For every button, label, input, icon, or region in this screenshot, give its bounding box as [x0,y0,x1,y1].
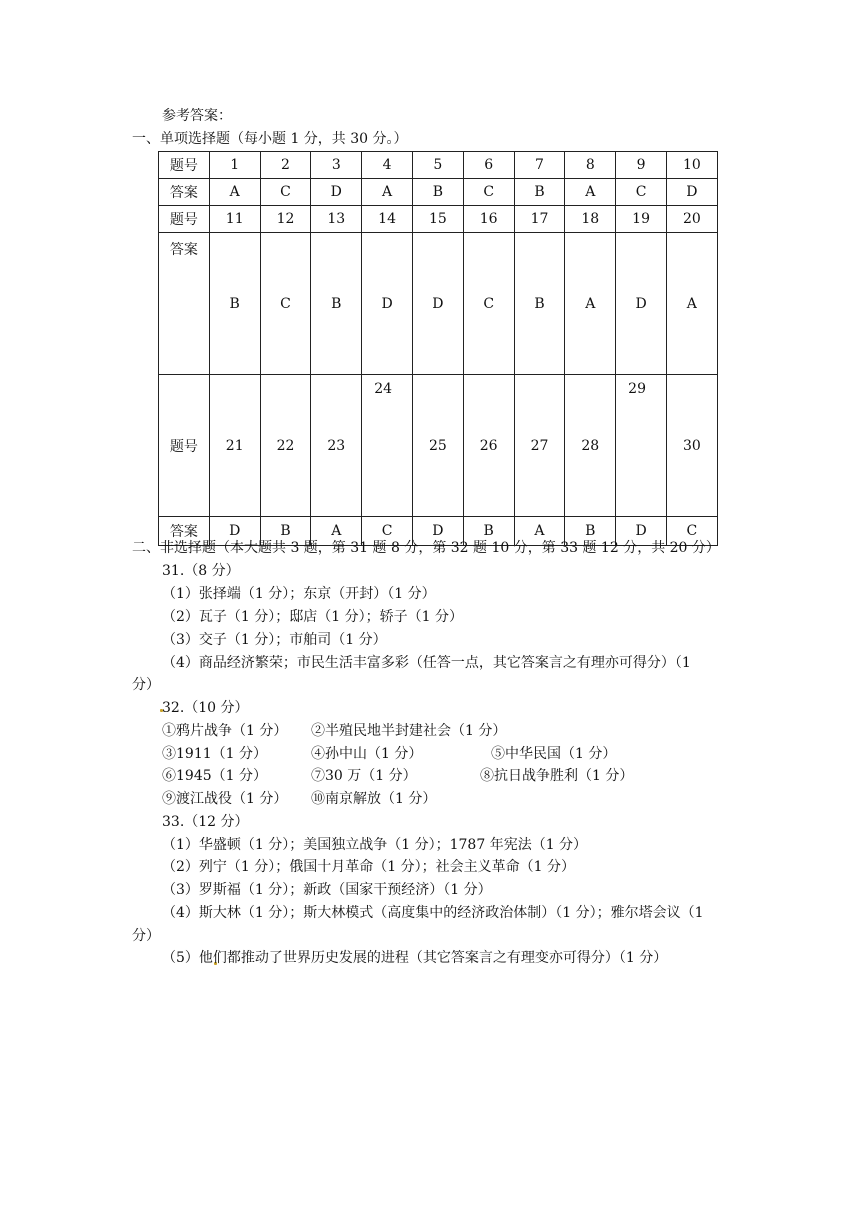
answer-cell: B [412,179,463,206]
answer-cell: B [565,517,616,546]
q32-item: ⑩南京解放（1 分） [311,791,437,807]
table-row [159,233,718,375]
row-label: 题号 [159,375,210,517]
question-number: 19 [616,206,667,233]
answer-cell: B [463,517,514,546]
answer-cell: D [616,517,667,546]
q31-line: （3）交子（1 分）；市舶司（1 分） [162,632,387,648]
answer-title: 参考答案： [162,108,232,124]
question-number: 4 [362,152,413,179]
row-label: 答案 [159,517,210,546]
row-label: 答案 [159,179,210,206]
answer-cell: D [666,179,717,206]
answer-cell: A [565,233,616,375]
section2-heading: 二、非选择题（本大题共 3 题，第 31 题 8 分，第 32 题 10 分，第 33 题 12 分，共 20 分） [132,540,720,556]
q32-item: ⑤中华民国（1 分） [491,746,617,762]
q32-item: ①鸦片战争（1 分） [162,723,288,739]
q31-line: （4）商品经济繁荣；市民生活丰富多彩（任答一点，其它答案言之有理亦可得分）（1 [162,655,691,671]
table-row [159,375,718,517]
q31-line: 分） [132,677,160,693]
question-number: 20 [666,206,717,233]
row-label: 题号 [159,152,210,179]
question-number: 16 [463,206,514,233]
q31-line: （2）瓦子（1 分）；邸店（1 分）；轿子（1 分） [162,609,463,625]
question-number: 15 [412,206,463,233]
question-number: 1 [209,152,260,179]
question-number: 26 [463,375,514,517]
question-number: 29 [616,375,667,517]
q32-item: ⑨渡江战役（1 分） [162,791,288,807]
answer-cell: C [666,517,717,546]
question-number: 2 [260,152,311,179]
q31-title: 31.（8 分） [162,563,240,579]
question-number: 3 [311,152,362,179]
question-number: 28 [565,375,616,517]
q33-line: （1）华盛顿（1 分）；美国独立战争（1 分）；1787 年宪法（1 分） [162,837,588,853]
q32-item: ③1911（1 分） [162,746,267,762]
q32-item: ⑧抗日战争胜利（1 分） [480,768,634,784]
answer-cell: B [514,233,565,375]
question-number: 11 [209,206,260,233]
answer-cell: C [463,233,514,375]
answer-cell: D [209,517,260,546]
question-number: 10 [666,152,717,179]
q32-title: 32.（10 分） [162,700,249,716]
question-number: 14 [362,206,413,233]
question-number: 25 [412,375,463,517]
q33-line: （4）斯大林（1 分）；斯大林模式（高度集中的经济政治体制）（1 分）；雅尔塔会议（1 [162,905,704,921]
answer-cell: A [666,233,717,375]
question-number: 27 [514,375,565,517]
question-number: 5 [412,152,463,179]
question-number: 23 [311,375,362,517]
question-number: 22 [260,375,311,517]
answer-cell: C [260,179,311,206]
question-number: 17 [514,206,565,233]
q31-line: （1）张择端（1 分）；东京（开封）（1 分） [162,586,436,602]
row-label: 题号 [159,206,210,233]
q32-item: ⑥1945（1 分） [162,768,267,784]
table-row [159,152,718,179]
q32-item: ②半殖民地半封建社会（1 分） [311,723,507,739]
question-number: 8 [565,152,616,179]
answer-cell: A [209,179,260,206]
q32-item: ⑦30 万（1 分） [311,768,417,784]
answer-cell: C [463,179,514,206]
table-row [159,206,718,233]
answer-table [158,151,718,546]
answer-cell: D [412,517,463,546]
q33-line: 分） [132,928,160,944]
answer-cell: D [412,233,463,375]
row-label: 答案 [159,233,210,375]
question-number: 21 [209,375,260,517]
table-row [159,179,718,206]
question-number: 12 [260,206,311,233]
answer-cell: A [514,517,565,546]
q32-item: ④孙中山（1 分） [311,746,423,762]
answer-cell: D [616,233,667,375]
section1-heading: 一、单项选择题（每小题 1 分，共 30 分。） [132,131,408,147]
q33-title: 33.（12 分） [162,814,249,830]
answer-cell: A [311,517,362,546]
q33-line: （3）罗斯福（1 分）；新政（国家干预经济）（1 分） [162,882,492,898]
answer-cell: B [311,233,362,375]
question-number: 30 [666,375,717,517]
question-number: 9 [616,152,667,179]
answer-cell: B [209,233,260,375]
answer-cell: B [514,179,565,206]
question-number: 18 [565,206,616,233]
question-number: 7 [514,152,565,179]
q33-line: （2）列宁（1 分）；俄国十月革命（1 分）；社会主义革命（1 分） [162,859,575,875]
question-number: 13 [311,206,362,233]
answer-cell: A [565,179,616,206]
answer-cell: C [362,517,413,546]
answer-cell: C [260,233,311,375]
answer-cell: B [260,517,311,546]
answer-cell: D [311,179,362,206]
answer-cell: D [362,233,413,375]
question-number: 24 [362,375,413,517]
question-number: 6 [463,152,514,179]
q33-line: （5）他们都推动了世界历史发展的进程（其它答案言之有理变亦可得分）（1 分） [162,950,668,966]
answer-cell: C [616,179,667,206]
answer-cell: A [362,179,413,206]
